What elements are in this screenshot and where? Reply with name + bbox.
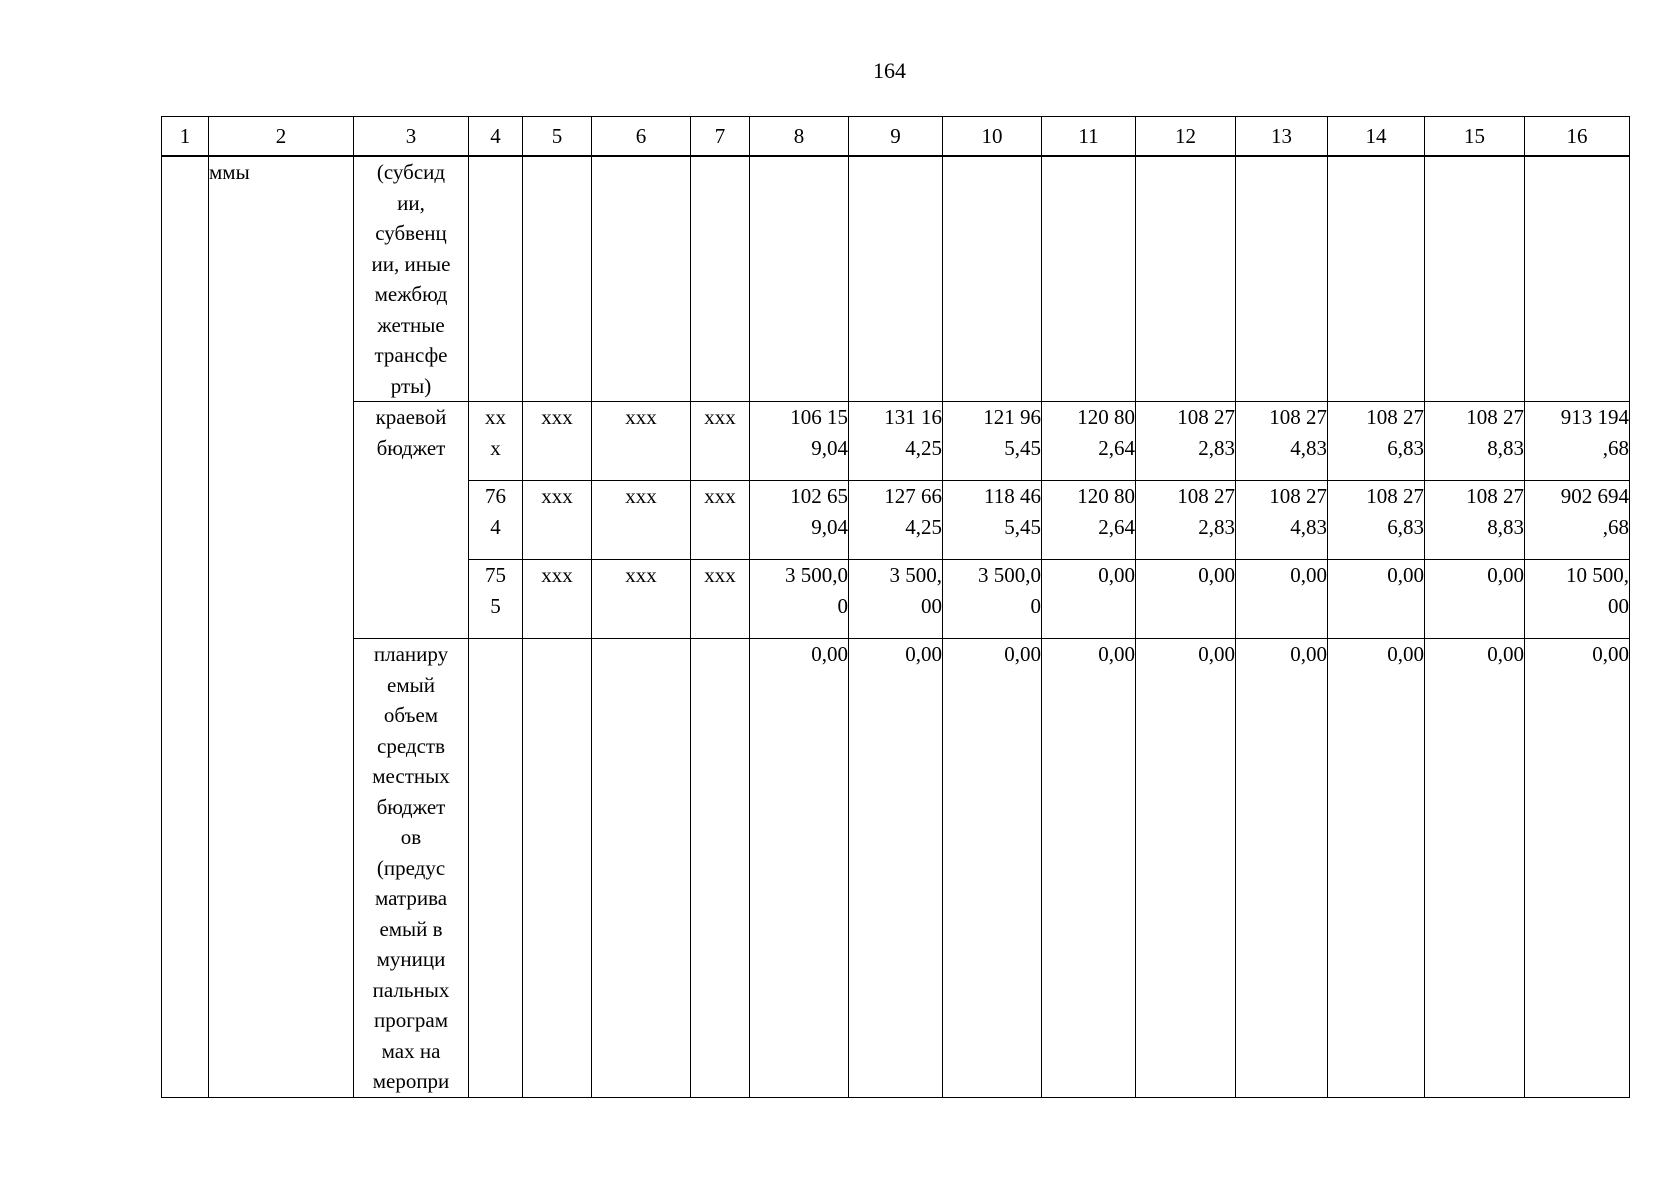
table-cell: ххх xyxy=(691,481,750,560)
table-cell xyxy=(354,156,469,402)
table-cell xyxy=(849,481,943,560)
table-row xyxy=(162,156,1630,402)
table-cell xyxy=(209,156,354,1097)
table-cell xyxy=(691,639,750,1098)
table-cell xyxy=(1136,156,1236,402)
table-cell xyxy=(849,560,943,639)
cell-value: 0,00 xyxy=(1198,563,1235,587)
cell-text: 75 5 xyxy=(485,563,506,618)
cell-value: 102 65 9,04 xyxy=(790,484,848,539)
cell-value: 0,00 xyxy=(1487,563,1524,587)
cell-value: 118 46 5,45 xyxy=(984,484,1041,539)
table-cell xyxy=(1236,481,1328,560)
header-cell: 15 xyxy=(1425,117,1525,157)
table-cell xyxy=(750,402,849,481)
cell-value: 10 500, 00 xyxy=(1566,563,1629,618)
header-cell: 4 xyxy=(469,117,523,157)
table-cell: ххх xyxy=(523,560,592,639)
table-cell xyxy=(1425,156,1525,402)
cell-text: ммы xyxy=(209,160,250,184)
cell-value: 120 80 2,64 xyxy=(1077,484,1135,539)
cell-value: 108 27 2,83 xyxy=(1177,405,1235,460)
table-cell xyxy=(1328,560,1425,639)
cell-value: 127 66 4,25 xyxy=(884,484,942,539)
cell-value: 3 500,0 0 xyxy=(978,563,1041,618)
cell-value: 106 15 9,04 xyxy=(790,405,848,460)
header-row xyxy=(162,117,1630,157)
table-cell xyxy=(750,481,849,560)
header-cell: 13 xyxy=(1236,117,1328,157)
table-cell: ххх xyxy=(523,481,592,560)
table-cell xyxy=(354,402,469,639)
cell-value: 3 500, 00 xyxy=(889,563,942,618)
table-cell xyxy=(523,156,592,402)
table-cell xyxy=(1042,402,1136,481)
table-cell xyxy=(1525,560,1630,639)
table-cell: 0,00 xyxy=(849,639,943,1098)
table-cell xyxy=(1236,560,1328,639)
table-cell xyxy=(1136,560,1236,639)
table-cell xyxy=(1525,402,1630,481)
table-cell xyxy=(943,156,1042,402)
header-cell: 12 xyxy=(1136,117,1236,157)
table-cell xyxy=(469,481,523,560)
table-cell: 0,00 xyxy=(1136,639,1236,1098)
table-cell xyxy=(592,156,691,402)
table-cell xyxy=(1425,560,1525,639)
table-cell xyxy=(469,156,523,402)
table-cell: 0,00 xyxy=(1042,639,1136,1098)
table-cell xyxy=(943,560,1042,639)
table-cell: ххх xyxy=(691,402,750,481)
table-cell xyxy=(523,639,592,1098)
table-cell xyxy=(943,481,1042,560)
table-cell xyxy=(1425,481,1525,560)
table-cell: 0,00 xyxy=(1236,639,1328,1098)
cell-value: 108 27 6,83 xyxy=(1366,484,1424,539)
cell-value: 0,00 xyxy=(1387,563,1424,587)
header-cell: 3 xyxy=(354,117,469,157)
table-cell xyxy=(1328,156,1425,402)
table-cell xyxy=(469,560,523,639)
table-row xyxy=(162,402,1630,481)
cell-value: 3 500,0 0 xyxy=(785,563,848,618)
table-cell xyxy=(1042,156,1136,402)
header-cell: 5 xyxy=(523,117,592,157)
cell-value: 0,00 xyxy=(1098,563,1135,587)
cell-value: 902 694 ,68 xyxy=(1560,484,1629,539)
table-cell xyxy=(943,402,1042,481)
table-cell xyxy=(1042,560,1136,639)
header-cell: 10 xyxy=(943,117,1042,157)
cell-text: 76 4 xyxy=(485,484,506,539)
cell-text: (субсид ии, субвенц ии, иные межбюд жетные трансфе рты) xyxy=(371,160,451,398)
table-cell: 0,00 xyxy=(750,639,849,1098)
table-cell xyxy=(469,402,523,481)
table-cell: 0,00 xyxy=(1425,639,1525,1098)
header-cell: 14 xyxy=(1328,117,1425,157)
table-cell xyxy=(849,402,943,481)
cell-value: 0,00 xyxy=(1290,563,1327,587)
header-cell: 11 xyxy=(1042,117,1136,157)
table-cell xyxy=(849,156,943,402)
cell-value: 108 27 8,83 xyxy=(1466,484,1524,539)
table-row xyxy=(162,639,1630,1098)
cell-text: планиру емый объем средств местных бюджет ов (предус матрива емый в муници пальных програм мах на меропри xyxy=(372,642,450,1093)
cell-value: 108 27 4,83 xyxy=(1269,405,1327,460)
cell-value: 131 16 4,25 xyxy=(884,405,942,460)
table-cell xyxy=(691,156,750,402)
budget-table xyxy=(161,116,1630,1098)
cell-value: 108 27 6,83 xyxy=(1366,405,1424,460)
table-cell xyxy=(1136,402,1236,481)
cell-text: хх х xyxy=(485,405,506,460)
table-cell: 0,00 xyxy=(1328,639,1425,1098)
table-cell xyxy=(1236,156,1328,402)
table-cell xyxy=(750,560,849,639)
cell-value: 120 80 2,64 xyxy=(1077,405,1135,460)
table-cell xyxy=(750,156,849,402)
table-cell xyxy=(1328,481,1425,560)
cell-text: краевой бюджет xyxy=(375,405,447,460)
header-cell: 7 xyxy=(691,117,750,157)
table-cell xyxy=(354,639,469,1098)
table-cell xyxy=(1136,481,1236,560)
table-cell xyxy=(1525,156,1630,402)
cell-value: 913 194 ,68 xyxy=(1560,405,1629,460)
table-cell: ххх xyxy=(592,560,691,639)
cell-value: 121 96 5,45 xyxy=(983,405,1041,460)
table-cell: 0,00 xyxy=(943,639,1042,1098)
table-cell xyxy=(1525,481,1630,560)
header-cell: 9 xyxy=(849,117,943,157)
cell-value: 108 27 8,83 xyxy=(1466,405,1524,460)
table-cell: ххх xyxy=(592,481,691,560)
header-cell: 8 xyxy=(750,117,849,157)
header-cell: 1 xyxy=(162,117,209,157)
table-cell xyxy=(1236,402,1328,481)
table-cell xyxy=(592,639,691,1098)
table-cell: ххх xyxy=(592,402,691,481)
table-cell xyxy=(469,639,523,1098)
header-cell: 2 xyxy=(209,117,354,157)
table-cell xyxy=(162,156,209,1097)
page-number: 164 xyxy=(873,58,906,83)
cell-value: 108 27 2,83 xyxy=(1177,484,1235,539)
header-cell: 16 xyxy=(1525,117,1630,157)
header-cell: 6 xyxy=(592,117,691,157)
table-cell: 0,00 xyxy=(1525,639,1630,1098)
table-cell xyxy=(1328,402,1425,481)
table-cell xyxy=(1042,481,1136,560)
table-cell xyxy=(1425,402,1525,481)
table-cell: ххх xyxy=(523,402,592,481)
cell-value: 108 27 4,83 xyxy=(1269,484,1327,539)
table-cell: ххх xyxy=(691,560,750,639)
